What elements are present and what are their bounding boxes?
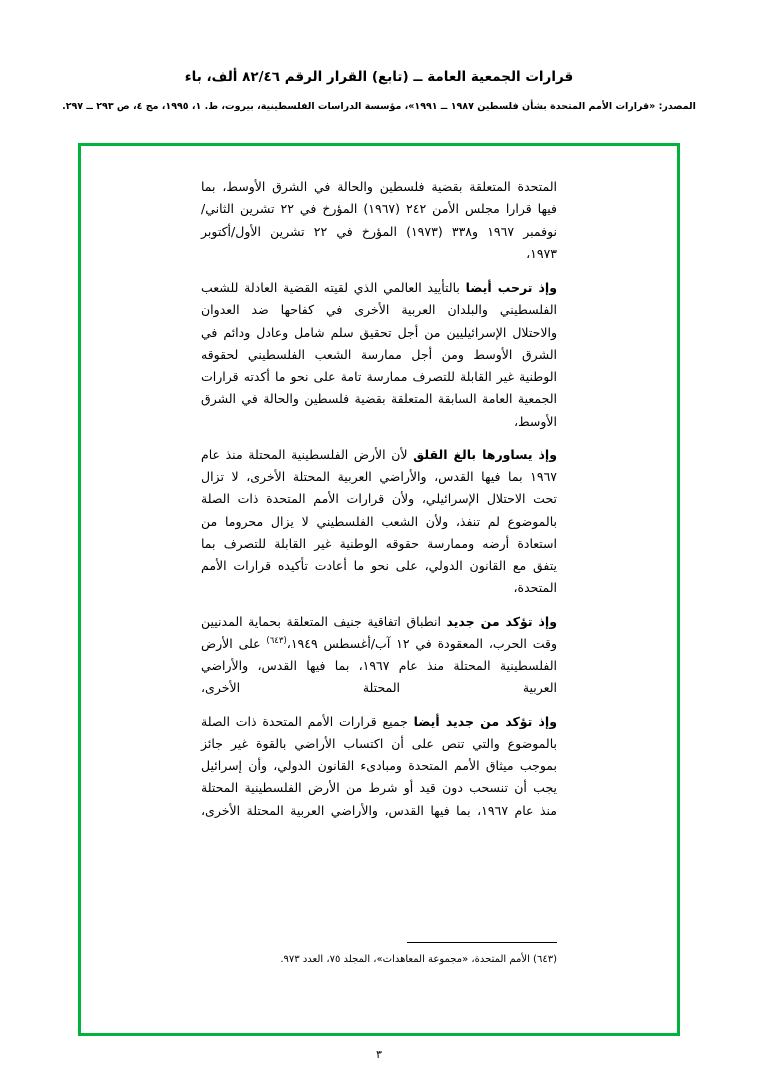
paragraph-2 <box>201 277 557 433</box>
paragraph-5-text: جميع قرارات الأمم المتحدة ذات الصلة بالموضوع والتي تنص على أن اكتساب الأراضي بالقوة غير جائز بموجب ميثاق الأمم المتحدة ومبادىء القانون الدولي، وأن إسرائيل يجب أن تنسحب دون قيد أو شرط من الأرض الفلسطينية المحتلة منذ عام ١٩٦٧، بما فيها القدس، والأراضي العربية المحتلة الأخرى، <box>201 713 557 818</box>
source-line: المصدر: «قرارات الأمم المتحدة بشأن فلسطين ١٩٨٧ ــ ١٩٩١»، مؤسسة الدراسات الفلسطينية، بيروت، ط. ١، ١٩٩٥، مج ٤، ص ٢٩٣ ــ ٢٩٧. <box>62 100 696 112</box>
footnote-text: (٦٤٣) الأمم المتحدة، «مجموعة المعاهدات»، المجلد ٧٥، العدد ٩٧٣. <box>280 953 557 965</box>
paragraph-3-text: لأن الأرض الفلسطينية المحتلة منذ عام ١٩٦٧ بما فيها القدس، والأراضي العربية المحتلة الأخرى، لا تزال تحت الاحتلال الإسرائيلي، ولأن قرارات الأمم المتحدة ذات الصلة بالموضوع لم تنفذ، ولأن الشعب الفلسطيني لا يزال محروما من استعادة أرضه وممارسة حقوقه الوطنية غير القابلة للتصرف بما يتفق مع القانون الدولي، على نحو ما أعادت تأكيده قرارات الأمم المتحدة، <box>201 446 557 596</box>
footnote-marker: (٦٤٣) <box>266 635 287 646</box>
paragraph-4-lead: وإذ تؤكد من جديد <box>446 613 557 629</box>
footnote-separator <box>407 942 557 943</box>
paragraph-1-text: المتحدة المتعلقة بقضية فلسطين والحالة في الشرق الأوسط، بما فيها قرارا مجلس الأمن ٢٤٢ (١٩٦٧) المؤرخ في ٢٢ تشرين الثاني/نوفمبر ١٩٦٧ و٣٣٨ (١٩٧٣) المؤرخ في ٢٢ تشرين الأول/أكتوبر ١٩٧٣، <box>201 179 558 261</box>
paragraph-3 <box>201 444 557 600</box>
page-number: ٣ <box>376 1048 382 1061</box>
paragraph-2-text: بالتأييد العالمي الذي لقيته القضية العادلة للشعب الفلسطيني والبلدان العربية الأخرى في كفاحها ضد العدوان والاحتلال الإسرائيليين من أجل تحقيق سلم شامل وعادل ودائم في الشرق الأوسط ومن أجل ممارسة الشعب الفلسطيني لحقوقه الوطنية غير القابلة للتصرف ممارسة تامة على نحو ما أكدته قرارات الجمعية العامة السابقة المتعلقة بقضية فلسطين والحالة في الشرق الأوسط، <box>201 280 557 429</box>
page-title: قرارات الجمعية العامة ــ (تابع) القرار الرقم ٨٢/٤٦ ألف، باء <box>184 69 574 85</box>
content-body <box>201 176 557 1013</box>
paragraph-5 <box>201 711 557 822</box>
content-frame <box>78 143 680 1036</box>
paragraph-4-text: انطباق اتفاقية جنيف المتعلقة بحماية المدنيين وقت الحرب، المعقودة في ١٢ آب/أغسطس ١٩٤٩، <box>201 613 558 651</box>
paragraph-4 <box>201 611 557 700</box>
paragraph-4-text-after: على الأرض الفلسطينية المحتلة منذ عام ١٩٦٧، بما فيها القدس، والأراضي العربية المحتلة الأخرى، <box>201 635 557 696</box>
page-header <box>0 0 758 113</box>
paragraph-2-lead: وإذ ترحب أيضا <box>465 280 557 295</box>
paragraph-3-lead: وإذ يساورها بالغ القلق <box>413 446 557 462</box>
paragraph-1 <box>201 176 557 265</box>
paragraph-5-lead: وإذ تؤكد من جديد أيضا <box>413 713 557 729</box>
